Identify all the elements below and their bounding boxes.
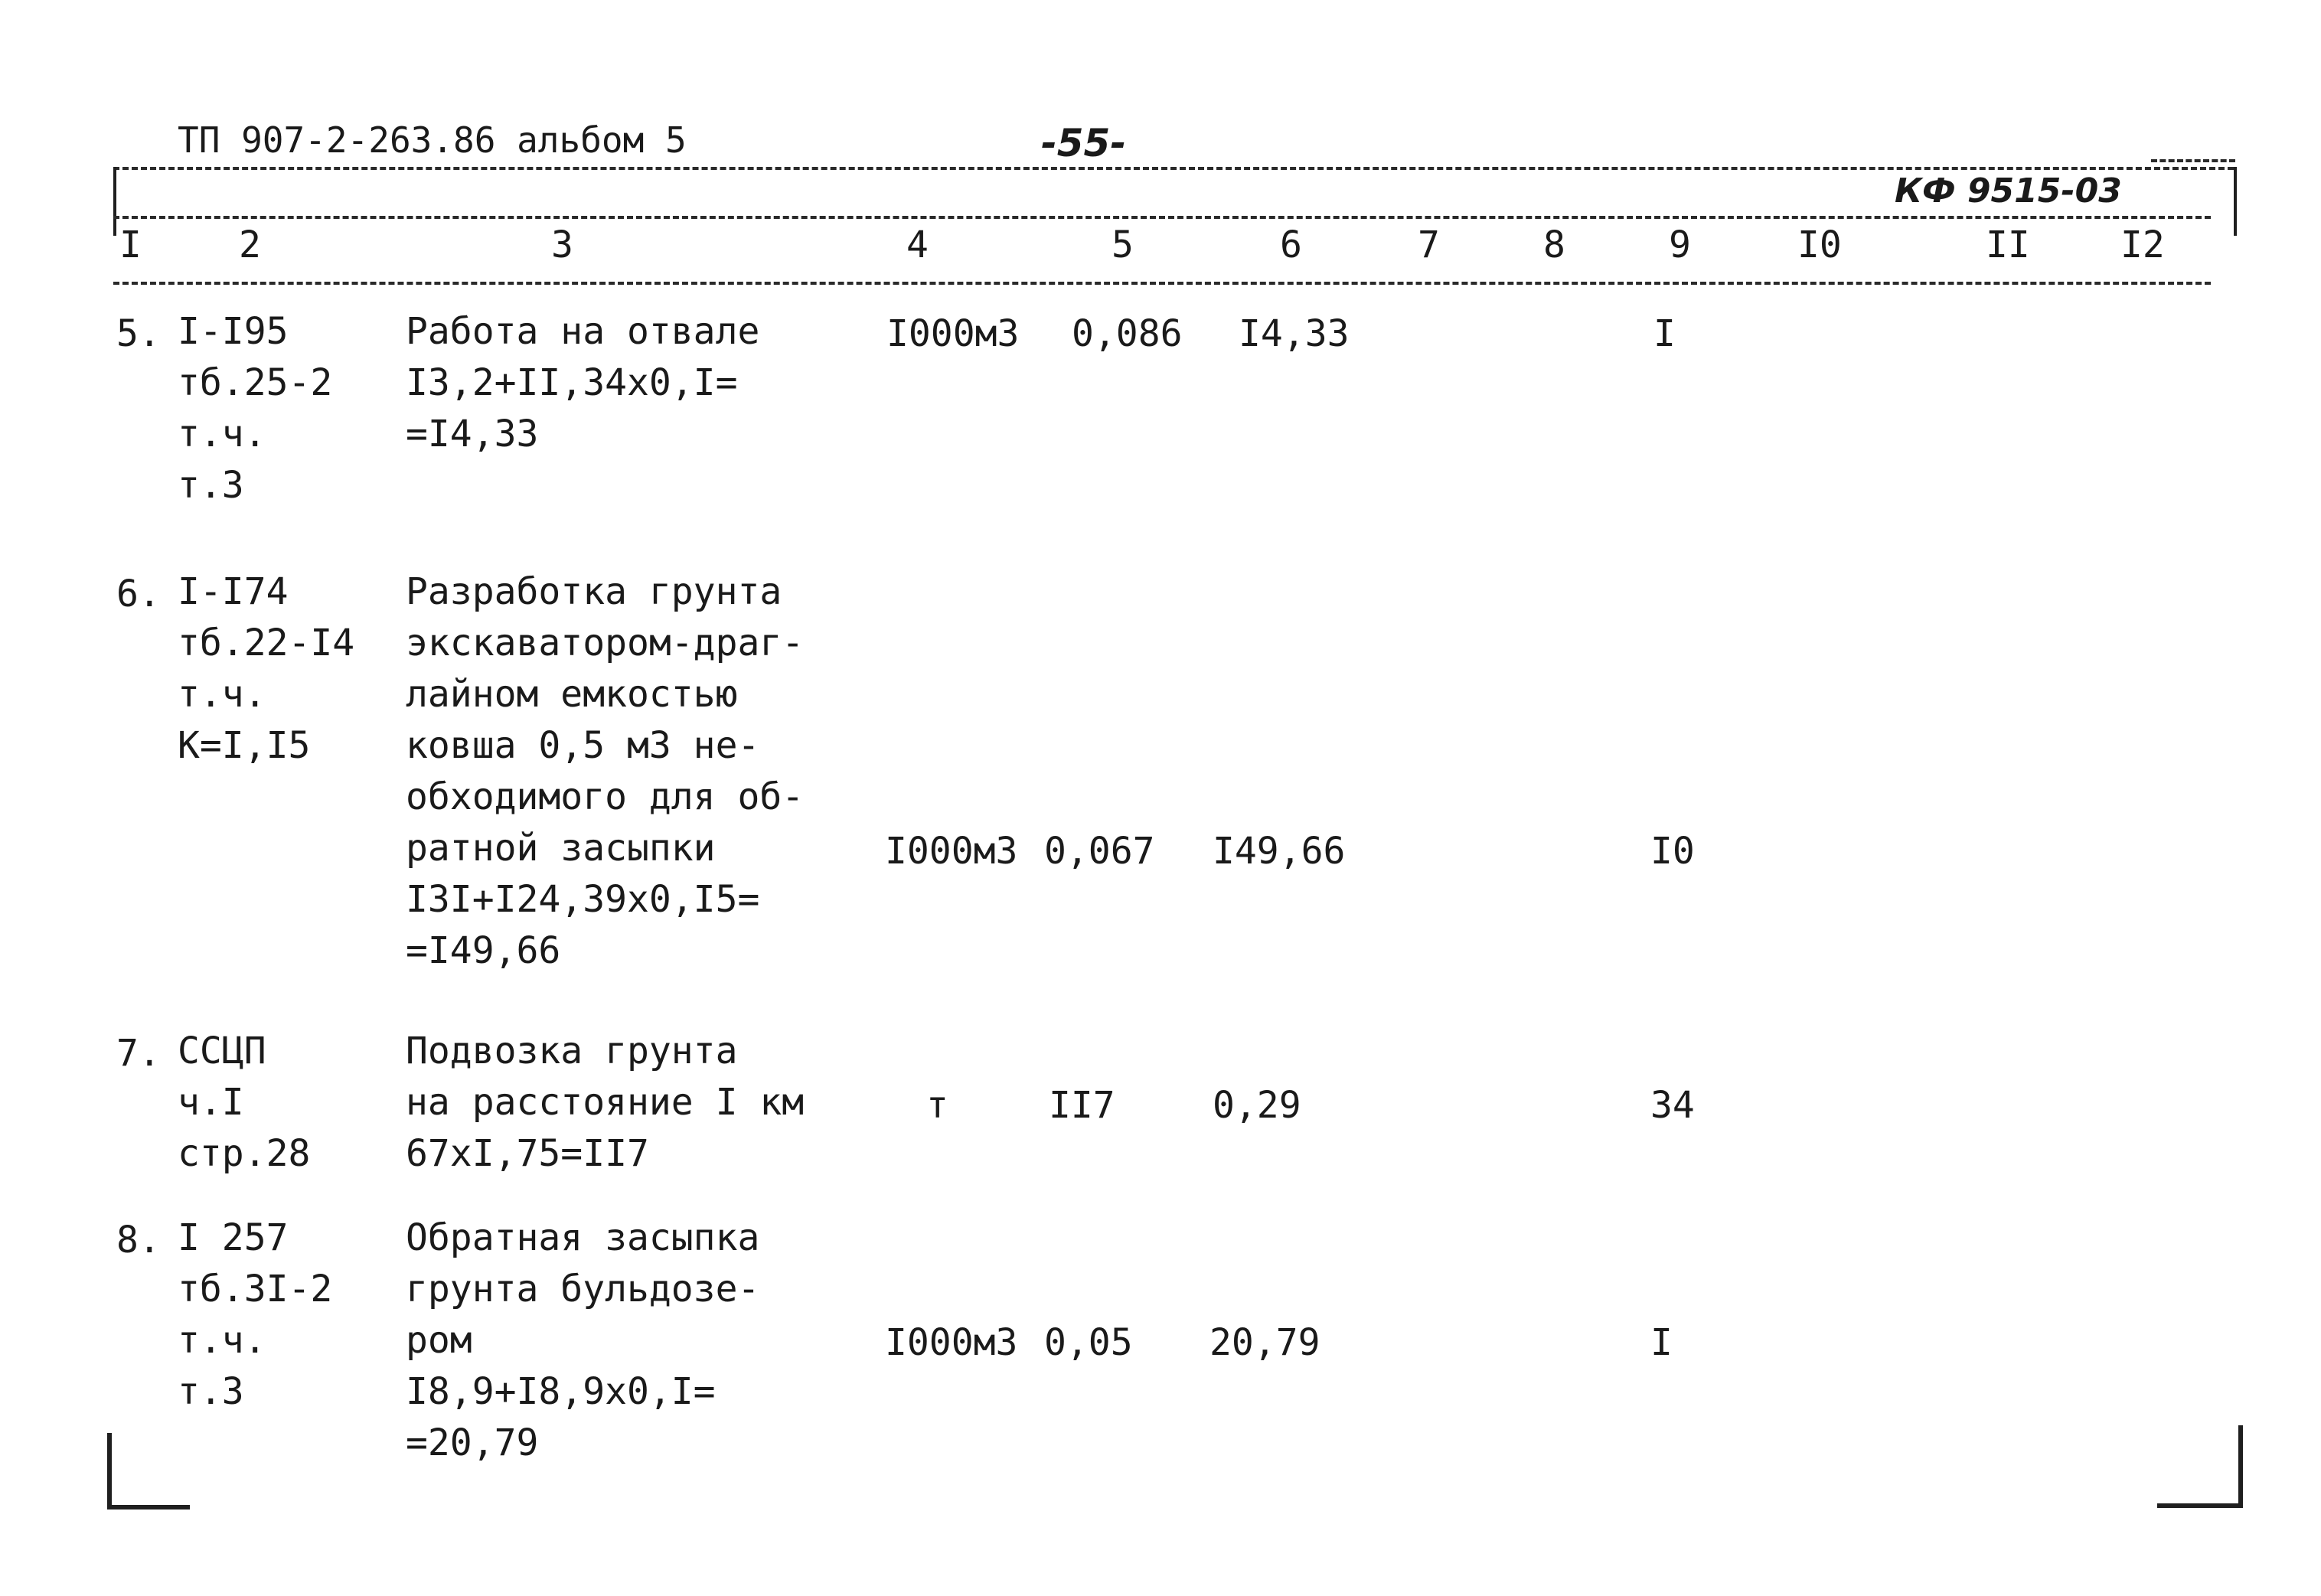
top-frame-line [113,167,2234,170]
row-unit: т [926,1084,948,1127]
row-quantity: II7 [1049,1084,1115,1127]
code-line: т.ч. [178,1319,266,1362]
column-number: I2 [2120,224,2165,266]
column-number: 8 [1543,224,1565,266]
description-line: экскаватором-драг- [406,622,805,664]
description-line: =I4,33 [406,413,539,455]
row-price: 20,79 [1209,1321,1320,1364]
code-line: т.ч. [178,673,266,716]
column-number: II [1986,224,2030,266]
description-line: =I49,66 [406,929,561,972]
row-code [178,306,332,511]
column-number: I0 [1797,224,1842,266]
top-frame-line-short [2151,159,2235,162]
code-line: т.ч. [178,413,266,455]
row-quantity: 0,067 [1044,830,1155,873]
row-unit: I000м3 [886,312,1020,355]
code-line: ч.I [178,1081,244,1124]
description-line: Работа на отвале [406,310,760,353]
description-line: I3,2+II,34x0,I= [406,361,738,404]
row-price: 0,29 [1213,1084,1301,1127]
header-divider-bottom [113,282,2211,285]
code-line: ССЦП [178,1030,266,1072]
bottom-right-corner-vertical [2238,1425,2243,1508]
code-line: тб.25-2 [178,361,333,404]
description-line: ратной засыпки [406,827,716,870]
column-number: 4 [906,224,929,266]
description-line: грунта бульдозе- [406,1268,760,1310]
document-reference: ТП 907-2-263.86 альбом 5 [178,119,687,161]
row-col9: I0 [1650,830,1695,873]
description-line: 67xI,75=II7 [406,1132,649,1175]
row-number: 6. [116,573,161,615]
description-line: Обратная засыпка [406,1216,760,1259]
row-description [406,1026,804,1180]
bottom-right-corner-horizontal [2157,1503,2243,1508]
row-quantity: 0,086 [1072,312,1183,355]
frame-left-edge [113,167,116,236]
row-number: 7. [116,1032,161,1075]
row-price: I4,33 [1239,312,1350,355]
column-number: 3 [551,224,573,266]
code-line: I-I74 [178,570,289,613]
description-line: =20,79 [406,1421,539,1464]
column-number: 7 [1418,224,1440,266]
row-code [178,1026,310,1180]
row-price: I49,66 [1213,830,1346,873]
column-number: 9 [1669,224,1691,266]
row-description [406,306,759,460]
code-line: К=I,I5 [178,724,311,767]
code-line: I 257 [178,1216,289,1259]
row-number: 8. [116,1219,161,1261]
frame-right-edge [2234,167,2237,236]
row-unit: I000м3 [885,830,1018,873]
description-line: I3I+I24,39x0,I5= [406,878,760,921]
row-number: 5. [116,312,161,355]
row-col9: 34 [1650,1084,1695,1127]
description-line: на расстояние I км [406,1081,805,1124]
stamp-code: КФ 9515-03 [1895,171,2122,211]
column-number: 6 [1280,224,1302,266]
description-line: Разработка грунта [406,570,782,613]
description-line: I8,9+I8,9x0,I= [406,1370,716,1413]
row-quantity: 0,05 [1044,1321,1133,1364]
code-line: I-I95 [178,310,289,353]
description-line: обходимого для об- [406,775,805,818]
row-unit: I000м3 [885,1321,1018,1364]
description-line: ром [406,1319,472,1362]
code-line: т.3 [178,1370,244,1413]
description-line: Подвозка грунта [406,1030,738,1072]
bottom-left-corner-vertical [107,1433,112,1510]
code-line: тб.3I-2 [178,1268,333,1310]
description-line: лайном емкостью [406,673,738,716]
row-col9: I [1653,312,1676,355]
code-line: стр.28 [178,1132,311,1175]
row-description [406,566,804,977]
column-number: I [119,224,142,266]
column-number: 5 [1112,224,1134,266]
row-col9: I [1650,1321,1673,1364]
header-divider-top [113,216,2211,219]
row-code [178,566,354,772]
column-number: 2 [239,224,261,266]
description-line: ковша 0,5 м3 не- [406,724,760,767]
page-number: -55- [1041,121,1127,165]
row-code [178,1213,332,1418]
bottom-left-corner-horizontal [107,1505,190,1510]
code-line: тб.22-I4 [178,622,355,664]
row-description [406,1213,759,1469]
code-line: т.3 [178,464,244,507]
